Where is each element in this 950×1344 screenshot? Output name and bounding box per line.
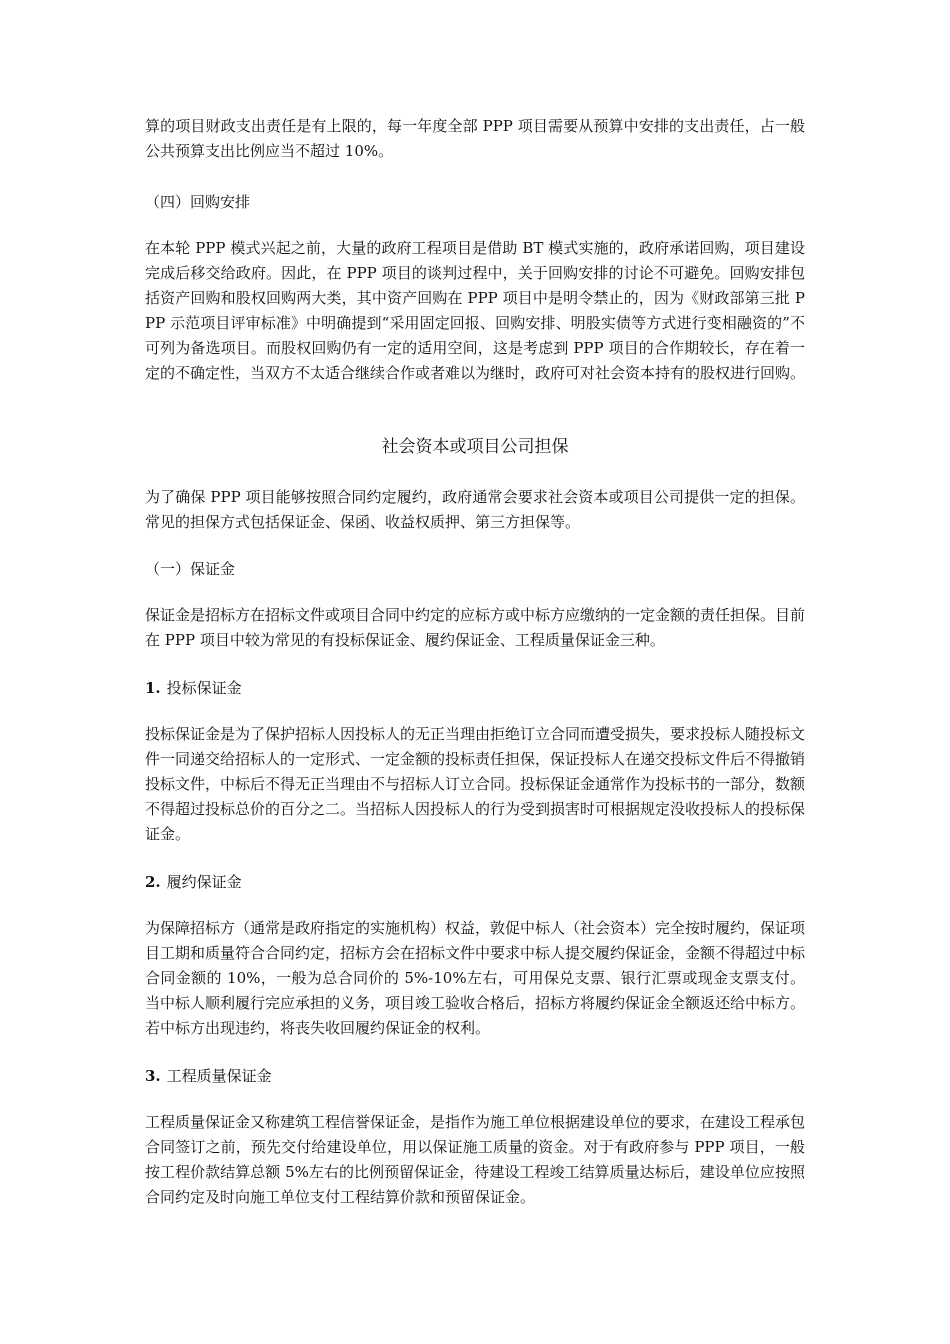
paragraph-buyback: 在本轮 PPP 模式兴起之前，大量的政府工程项目是借助 BT 模式实施的，政府承诺回购，项目建设完成后移交给政府。因此，在 PPP 项目的谈判过程中，关于回购安排的讨论不可避免。回购安排包括资产回购和股权回购两大类，其中资产回购在 PPP 项目中是明令禁止的，因为《财政部第三批 PPP 示范项目评审标准》中明确提到“采用固定回报、回购安排、明股实债等方式进行变相融资的”不可列为备选项目。而股权回购仍有一定的适用空间，这是考虑到 PPP 项目的合作期较长，存在着一定的不确定性，当双方不太适合继续合作或者难以为继时，政府可对社会资本持有的股权进行回购。 xyxy=(145,239,806,382)
heading-number: 3. xyxy=(145,1067,161,1085)
heading-quality-bond xyxy=(145,1064,805,1089)
section-title-guarantee: 社会资本或项目公司担保 xyxy=(381,437,569,457)
paragraph-guarantee-intro: 为了确保 PPP 项目能够按照合同约定履约，政府通常会要求社会资本或项目公司提供一定的担保。常见的担保方式包括保证金、保函、收益权质押、第三方担保等。 xyxy=(145,488,805,531)
heading-text: 投标保证金 xyxy=(166,679,242,697)
paragraph-quality-bond: 工程质量保证金又称建筑工程信誉保证金，是指作为施工单位根据建设单位的要求，在建设工程承包合同签订之前，预先交付给建设单位，用以保证施工质量的资金。对于有政府参与 PPP 项目，一般按工程价款结算总额 5%左右的比例预留保证金，待建设工程竣工结算质量达标后，建设单位应按照合同约定及时向施工单位支付工程结算价款和预留保证金。 xyxy=(145,1113,806,1206)
paragraph-bid-bond: 投标保证金是为了保护招标人因投标人的无正当理由拒绝订立合同而遭受损失，要求投标人随投标文件一同递交给招标人的一定形式、一定金额的投标责任担保，保证投标人在递交投标文件后不得撤销投标文件，中标后不得无正当理由不与招标人订立合同。投标保证金通常作为投标书的一部分，数额不得超过投标总价的百分之二。当招标人因投标人的行为受到损害时可根据规定没收投标人的投标保证金。 xyxy=(145,725,806,843)
heading-text: 工程质量保证金 xyxy=(166,1067,272,1085)
heading-deposit: （一）保证金 xyxy=(145,560,236,578)
heading-buyback: （四）回购安排 xyxy=(145,193,251,211)
paragraph-performance-bond: 为保障招标方（通常是政府指定的实施机构）权益，敦促中标人（社会资本）完全按时履约，保证项目工期和质量符合合同约定，招标方会在招标文件中要求中标人提交履约保证金，金额不得超过中标合同金额的 10%，一般为总合同价的 5%-10%左右，可用保兑支票、银行汇票或现金支票支付。当中标人顺利履行完应承担的义务，项目竣工验收合格后，招标方将履约保证金全额返还给中标方。若中标方出现违约，将丧失收回履约保证金的权利。 xyxy=(145,919,806,1037)
heading-text: 履约保证金 xyxy=(166,873,242,891)
heading-bid-bond xyxy=(145,676,805,701)
heading-performance-bond xyxy=(145,870,805,895)
paragraph-fiscal-limit: 算的项目财政支出责任是有上限的，每一年度全部 PPP 项目需要从预算中安排的支出责任，占一般公共预算支出比例应当不超过 10%。 xyxy=(145,117,805,160)
paragraph-deposit: 保证金是招标方在招标文件或项目合同中约定的应标方或中标方应缴纳的一定金额的责任担保。目前在 PPP 项目中较为常见的有投标保证金、履约保证金、工程质量保证金三种。 xyxy=(145,606,806,649)
heading-number: 2. xyxy=(145,873,161,891)
heading-number: 1. xyxy=(145,679,161,697)
